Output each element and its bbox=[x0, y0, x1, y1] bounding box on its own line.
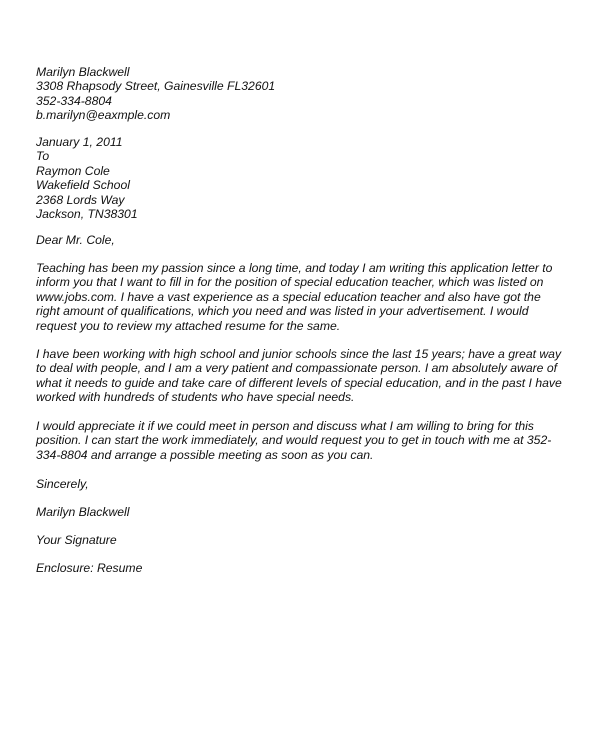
paragraph-line: inform you that I want to fill in for the position of special education teacher, which was listed on bbox=[36, 275, 544, 290]
recipient-name: Raymon Cole bbox=[36, 163, 110, 178]
sender-block bbox=[36, 65, 275, 123]
body-paragraph-1 bbox=[36, 261, 552, 333]
letter-date: January 1, 2011 bbox=[36, 135, 123, 149]
signature: Your Signature bbox=[36, 533, 117, 547]
paragraph-line: what it needs to guide and take care of different levels of special education, and in the past I have bbox=[36, 375, 562, 390]
sender-phone: 352-334-8804 bbox=[36, 93, 112, 108]
paragraph-line: www.jobs.com. I have a vast experience as a special education teacher and also have got the bbox=[36, 289, 541, 304]
sender-name: Marilyn Blackwell bbox=[36, 65, 130, 79]
recipient-city: Jackson, TN38301 bbox=[36, 206, 138, 221]
paragraph-line: worked with hundreds of students who have special needs. bbox=[36, 390, 355, 405]
paragraph-line: 334-8804 and arrange a possible meeting as soon as you can. bbox=[36, 447, 374, 462]
paragraph-line: I would appreciate it if we could meet in person and discuss what I am willing to bring for this bbox=[36, 419, 534, 433]
sender-address: 3308 Rhapsody Street, Gainesville FL32601 bbox=[36, 79, 276, 94]
paragraph-line: right amount of qualifications, which you need and was listed in your advertisement. I would bbox=[36, 304, 529, 319]
body-paragraph-3 bbox=[36, 419, 551, 462]
closing: Sincerely, bbox=[36, 477, 89, 491]
enclosure: Enclosure: Resume bbox=[36, 561, 143, 575]
paragraph-line: I have been working with high school and junior schools since the last 15 years; have a great way bbox=[36, 347, 562, 361]
recipient-street: 2368 Lords Way bbox=[36, 192, 125, 207]
to-label: To bbox=[36, 149, 50, 164]
recipient-block bbox=[36, 135, 138, 221]
paragraph-line: position. I can start the work immediately, and would request you to get in touch with me at 352- bbox=[36, 433, 552, 448]
paragraph-line: Teaching has been my passion since a long time, and today I am writing this application letter to bbox=[36, 261, 553, 275]
salutation: Dear Mr. Cole, bbox=[36, 233, 115, 247]
signer-name: Marilyn Blackwell bbox=[36, 505, 130, 519]
paragraph-line: to deal with people, and I am a very patient and compassionate person. I am absolutely aware of bbox=[36, 361, 557, 376]
body-paragraph-2 bbox=[36, 347, 562, 405]
recipient-organization: Wakefield School bbox=[36, 178, 130, 193]
paragraph-line: request you to review my attached resume for the same. bbox=[36, 318, 341, 333]
sender-email: b.marilyn@eaxmple.com bbox=[36, 108, 171, 123]
